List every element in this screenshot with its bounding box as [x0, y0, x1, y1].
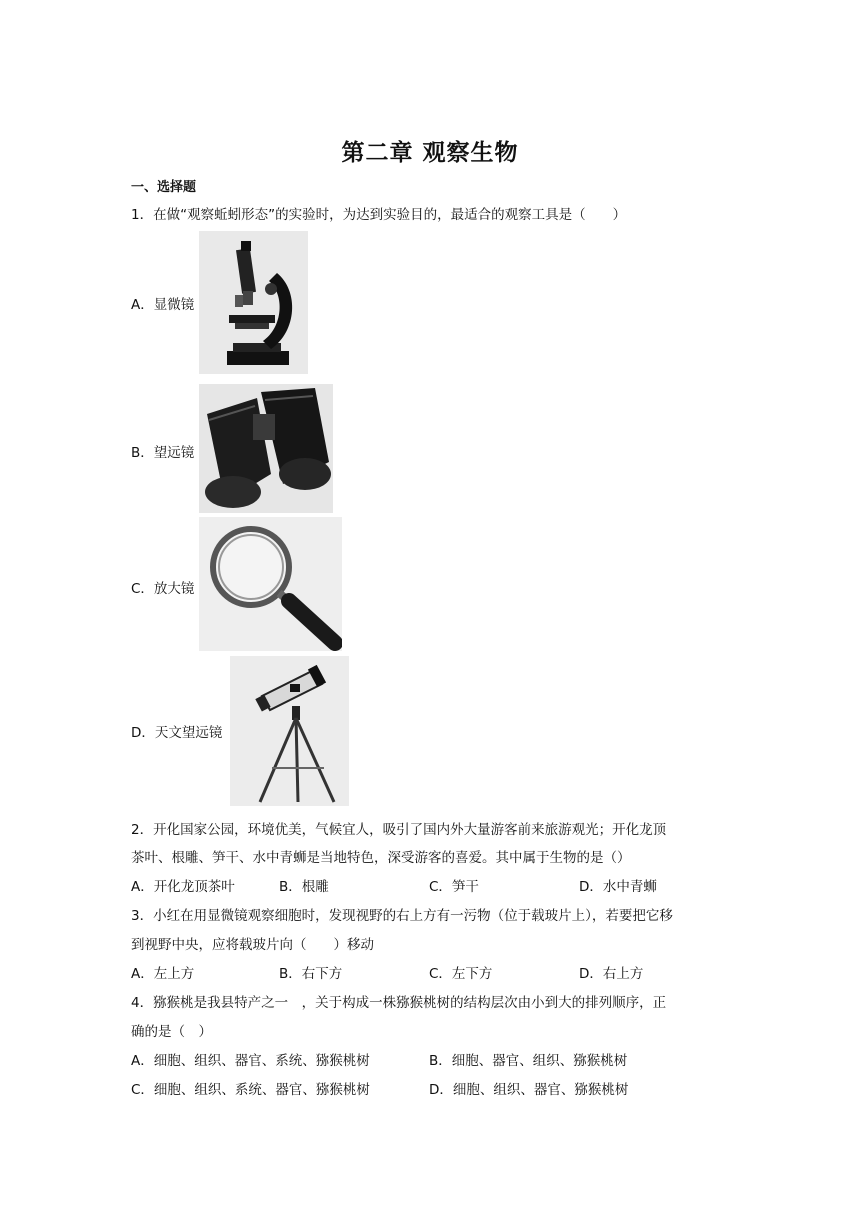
section-heading: 一、选择题: [131, 180, 197, 195]
telescope-icon: [230, 656, 349, 806]
q4-option-c: C．细胞、组织、系统、器官、猕猴桃树: [131, 1082, 370, 1098]
q1-option-a: A．显微镜: [131, 297, 195, 313]
q3-options: [131, 962, 731, 982]
q3-option-b: B．右下方: [279, 966, 343, 982]
q1-stem: 1．在做“观察蚯蚓形态”的实验时，为达到实验目的，最适合的观察工具是（ ）: [131, 207, 627, 223]
q1-option-c: C．放大镜: [131, 581, 195, 597]
q3-stem-line2: 到视野中央，应将载玻片向（ ）移动: [131, 937, 374, 953]
q3-stem-line1: 3．小红在用显微镜观察细胞时，发现视野的右上方有一污物（位于载玻片上），若要把它移: [131, 908, 673, 924]
q4-option-a: A．细胞、组织、器官、系统、猕猴桃树: [131, 1053, 370, 1069]
q3-option-c: C．左下方: [429, 966, 493, 982]
q4-stem-line1: 4．猕猴桃是我县特产之一 ，关于构成一株猕猴桃树的结构层次由小到大的排列顺序，正: [131, 995, 667, 1011]
q2-stem-line2: 茶叶、根雕、笋干、水中青蛳是当地特色，深受游客的喜爱。其中属于生物的是（）: [131, 850, 631, 866]
q3-option-a: A．左上方: [131, 966, 195, 982]
q2-option-b: B．根雕: [279, 879, 329, 895]
q1-option-d: D．天文望远镜: [131, 725, 223, 741]
binoculars-icon: [199, 384, 333, 513]
q4-options-row1: [131, 1049, 731, 1069]
q1-option-b: B．望远镜: [131, 445, 195, 461]
q3-option-d: D．右上方: [579, 966, 644, 982]
microscope-icon: [199, 231, 308, 374]
q2-option-a: A．开化龙顶茶叶: [131, 879, 235, 895]
q4-option-b: B．细胞、器官、组织、猕猴桃树: [429, 1053, 628, 1069]
q4-options-row2: [131, 1078, 731, 1098]
q4-option-d: D．细胞、组织、器官、猕猴桃树: [429, 1082, 629, 1098]
q2-options: [131, 875, 731, 895]
page-title: 第二章 观察生物: [341, 140, 519, 166]
magnifier-icon: [199, 517, 342, 651]
q2-option-d: D．水中青蛳: [579, 879, 657, 895]
q4-stem-line2: 确的是（ ）: [131, 1024, 212, 1040]
q2-stem-line1: 2．开化国家公园，环境优美，气候宜人，吸引了国内外大量游客前来旅游观光；开化龙顶: [131, 822, 667, 838]
q2-option-c: C．笋干: [429, 879, 479, 895]
